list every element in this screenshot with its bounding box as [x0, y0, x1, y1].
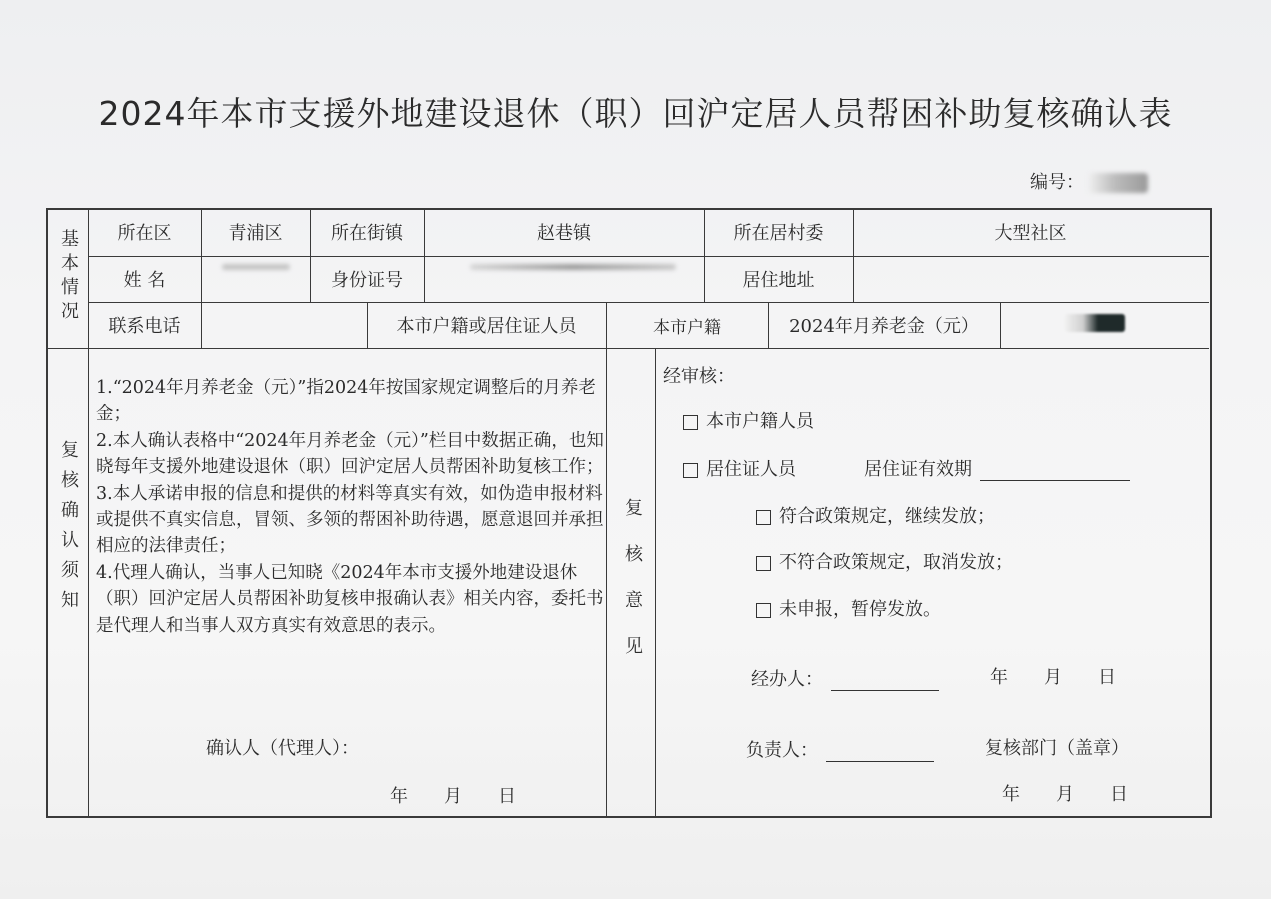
- serial-number: [1030, 168, 1148, 194]
- residency-value: 本市户籍: [653, 317, 721, 338]
- pension-redaction: [1065, 314, 1125, 332]
- basic-info-section-label: 基 本 情 况: [61, 229, 79, 322]
- pension-label: 2024年月养老金（元）: [789, 316, 979, 337]
- street-value: 赵巷镇: [537, 223, 591, 244]
- permit-validity-blank[interactable]: [980, 460, 1130, 481]
- serial-label: 编号：: [1030, 172, 1084, 193]
- district-label: 所在区: [117, 223, 172, 244]
- name-redaction: [222, 264, 290, 270]
- responsible-field[interactable]: 负责人：: [746, 736, 934, 762]
- street-label: 所在街镇: [331, 223, 403, 244]
- handler-date: 年 月 日: [990, 667, 1116, 688]
- address-label: 居住地址: [742, 270, 815, 291]
- option-suspend[interactable]: 未申报，暂停发放。: [756, 595, 941, 621]
- residency-label: 本市户籍或居住证人员: [396, 316, 577, 337]
- id-redaction: [470, 264, 676, 270]
- committee-value: 大型社区: [994, 223, 1067, 244]
- form-title: 2024年本市支援外地建设退休（职）回沪定居人员帮困补助复核确认表: [98, 94, 1173, 133]
- handler-blank[interactable]: [831, 670, 939, 691]
- checkbox-continue[interactable]: [756, 510, 771, 525]
- name-label: 姓 名: [123, 270, 166, 291]
- review-heading: 经审核：: [663, 366, 735, 387]
- review-section-label: 复 核 意 见: [625, 498, 643, 657]
- notice-section-label: 复 核 确 认 须 知: [61, 440, 79, 611]
- notice-text: 1.“2024年月养老金（元）”指2024年按国家规定调整后的月养老金； 2.本人确认表格中“2024年月养老金（元）”栏目中数据正确，也知晓每年支援外地建设退休（职）回沪定居人员帮困补助复核工作； 3.本人承诺申报的信息和提供的材料等真实有效，如伪造申报材料或提供不真实信息，冒领、多领的帮困补助待遇，愿意退回并承担相应的法律责任； 4.代理人确认，当事人已知晓《2024年本市支援外地建设退休（职）回沪定居人员帮困补助复核申报确认表》相关内容，委托书是代理人和当事人双方真实有效意思的表示。: [96, 378, 604, 636]
- option-continue[interactable]: 符合政策规定，继续发放；: [756, 502, 995, 528]
- option-cancel[interactable]: 不符合政策规定，取消发放；: [756, 548, 1013, 574]
- handler-field[interactable]: 经办人：: [751, 665, 939, 691]
- checkbox-suspend[interactable]: [756, 603, 771, 618]
- phone-label: 联系电话: [108, 316, 181, 337]
- option-local-residents[interactable]: 本市户籍人员: [683, 407, 814, 433]
- id-label: 身份证号: [331, 270, 403, 291]
- review-dept-seal: 复核部门（盖章）: [985, 738, 1129, 759]
- checkbox-permit-holders[interactable]: [683, 463, 698, 478]
- district-value: 青浦区: [228, 223, 283, 244]
- serial-redaction: [1088, 173, 1148, 193]
- dept-date: 年 月 日: [1002, 784, 1128, 805]
- checkbox-local-residents[interactable]: [683, 415, 698, 430]
- confirm-date: 年 月 日: [390, 786, 516, 807]
- confirmer-label: 确认人（代理人）：: [206, 738, 359, 759]
- responsible-blank[interactable]: [826, 741, 934, 762]
- committee-label: 所在居村委: [733, 223, 824, 244]
- checkbox-cancel[interactable]: [756, 556, 771, 571]
- option-permit-holders[interactable]: 居住证人员: [683, 455, 796, 481]
- permit-validity-field[interactable]: 居住证有效期: [864, 455, 1130, 481]
